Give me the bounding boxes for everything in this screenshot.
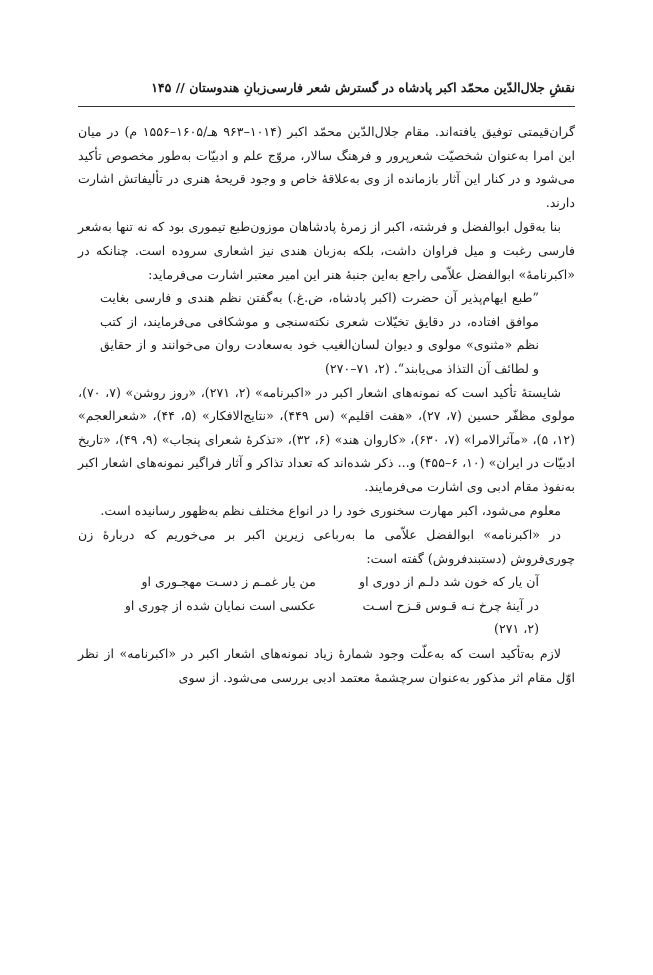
running-head (78, 78, 575, 98)
verse-line-1 (118, 570, 539, 594)
header-rule (78, 106, 575, 107)
verse-reference: (۲، ۲۷۱) (494, 621, 539, 637)
hemistich-2a: در آینهٔ چرخ نـه قـوس قـزح اسـت (362, 597, 539, 613)
paragraph-5: در «اکبرنامه» ابوالفضل علاّمی ما به‌رباعی زیرین اکبر بر می‌خوریم که دربارهٔ زن چوری‌فروش (دستبندفروش) گفته است: (78, 527, 575, 566)
block-quote-text: ”طبع ایهام‌پذیر آن حضرت (اکبر پادشاه، ض.غ.) به‌گفتن نظم هندی و فارسی بغایت موافق افتاده، در دقایق تخیّلات شعری نکته‌سنجی و موشکافی می‌فرمایند، از کتب نظم «مثنوی» مولوی و دیوان لسان‌الغیب خود به‌سعادت روان می‌خوانند و از حقایق و لطائف آن التذاذ می‌یابند“. (۲، ۷۱–۲۷۰) (100, 290, 539, 376)
paragraph-1: گران‌قیمتی توفیق یافته‌اند. مقام جلال‌الدّین محمّد اکبر (۱۰۱۴–۹۶۳ هـ/۱۶۰۵–۱۵۵۶ م) در میان این امرا به‌عنوان شخصیّت شعرپرور و فرهنگ سالار، مروّج علم و ادبیّات به‌طور مخصوص تأکید می‌شود و در کنار این آثار بازمانده از وی به‌علاقهٔ خاص و وجود قریحهٔ هنری در تألیفاتش اشارت دارند. (78, 124, 575, 210)
hemistich-2b: عکسی است نمایان شده از چوری او (124, 597, 316, 613)
hemistich-1a: آن یار که خون شد دلـم از دوری او (359, 574, 539, 590)
paragraph-2: بنا به‌قول ابوالفضل و فرشته، اکبر از زمرهٔ پادشاهان موزون‌طبع تیموری بود که نه تنها به‌شعر فارسی رغبت و میل فراوان داشت، بلکه به‌زبان هندی نیز اشعاری سروده است. چنانکه در «اکبرنامهٔ» ابوالفضل علاّمی راجع به‌این جنبهٔ هنر این امیر معتبر اشارت می‌فرماید: (78, 219, 575, 282)
running-head-separator: // (175, 80, 185, 95)
hemistich-1b: من یار غمـم ز دسـت مهجـوری او (141, 574, 316, 590)
running-head-title: نقشِ جلال‌الدّین محمّد اکبر پادشاه در گسترش شعر فارسی‌زبانِ هندوستان (189, 80, 575, 95)
verse-line-2 (118, 594, 539, 618)
block-quote (100, 286, 539, 380)
paragraph-4: معلوم می‌شود، اکبر مهارت سخنوری خود را در انواع مختلف نظم به‌ظهور رسانیده است. (100, 502, 561, 518)
page-number: ۱۴۵ (151, 80, 172, 95)
quatrain (118, 570, 539, 617)
body-text (78, 120, 575, 689)
paragraph-6: لازم به‌تأکید است که به‌علّت وجود شمارهٔ زیاد نمونه‌های اشعار اکبر در «اکبرنامه» از نظر اوّل مقام اثر مذکور به‌عنوان سرچشمهٔ معتمد ادبی بررسی می‌شود. از سوی (78, 646, 575, 685)
paragraph-3: شایستهٔ تأکید است که نمونه‌های اشعار اکبر در «اکبرنامه» (۲، ۲۷۱)، «روز روشن» (۷، ۷۰)، مولوی مظفّر حسین (۷، ۲۷)، «هفت اقلیم» (س ۴۴۹)، «نتایج‌الافکار» (۵، ۴۴)، «شعرالعجم» (۱۲، ۵)، «مآثرالامرا» (۷، ۶۳۰)، «کاروان هند» (۶، ۳۲)، «تذکرهٔ شعرای پنجاب» (۹، ۴۹)، «تاریخ ادبیّات در ایران» (۱۰، ۶–۴۵۵) و... ذکر شده‌اند که تعداد تذاکر و آثار فراگیر نمونه‌های اشعار اکبر به‌نفوذ مقام ادبی وی اشارت می‌فرمایند. (78, 384, 576, 494)
